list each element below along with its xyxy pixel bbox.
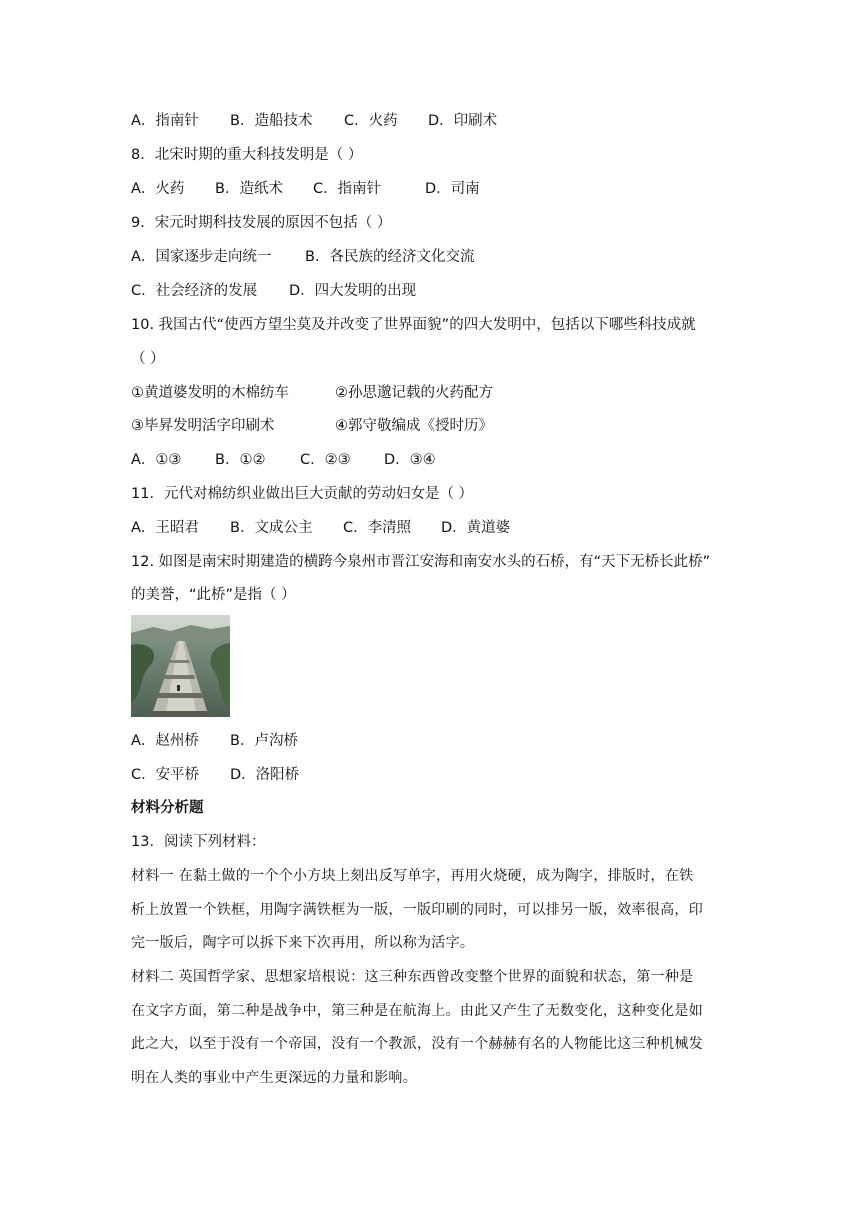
q10-option-d[interactable]: D．③④ xyxy=(384,452,436,468)
q10-item-2: ②孙思邈记载的火药配方 xyxy=(335,385,493,401)
q10-option-a[interactable]: A．①③ xyxy=(131,452,182,468)
q7-option-d[interactable]: D．印刷术 xyxy=(428,113,498,129)
q9-option-d[interactable]: D．四大发明的出现 xyxy=(289,283,417,299)
q9-options-row2 xyxy=(131,281,416,301)
q9-option-a[interactable]: A．国家逐步走向统一 xyxy=(131,249,272,265)
q7-option-b[interactable]: B．造船技术 xyxy=(230,113,313,129)
q12-option-a[interactable]: A．赵州桥 xyxy=(131,733,199,749)
q12-options-row2 xyxy=(131,765,299,785)
material2-line1: 材料二 英国哲学家、思想家培根说：这三种东西曾改变整个世界的面貌和状态，第一种是 xyxy=(131,969,694,985)
q13-stem: 13．阅读下列材料： xyxy=(131,834,266,850)
q11-stem: 11．元代对棉纺织业做出巨大贡献的劳动妇女是（ ） xyxy=(131,486,474,502)
q10-item-4: ④郭守敬编成《授时历》 xyxy=(335,418,493,434)
q11-option-a[interactable]: A．王昭君 xyxy=(131,520,199,536)
section-title: 材料分析题 xyxy=(131,800,204,816)
q8-option-c[interactable]: C．指南针 xyxy=(313,181,382,197)
q9-option-b[interactable]: B．各民族的经济文化交流 xyxy=(305,249,475,265)
q8-option-b[interactable]: B．造纸术 xyxy=(215,181,283,197)
q10-option-c[interactable]: C．②③ xyxy=(300,452,351,468)
material1-line1: 材料一 在黏土做的一个个小方块上刻出反写单字，再用火烧硬，成为陶字，排版时，在铁 xyxy=(131,868,694,884)
q12-option-d[interactable]: D．洛阳桥 xyxy=(230,767,300,783)
q9-options-row1 xyxy=(131,247,474,267)
q12-stem-line1: 12. 如图是南宋时期建造的横跨今泉州市晋江安海和南安水头的石桥，有“天下无桥长此桥” xyxy=(131,554,711,570)
q9-option-c[interactable]: C．社会经济的发展 xyxy=(131,283,258,299)
q7-option-a[interactable]: A．指南针 xyxy=(131,113,199,129)
q10-item-1: ①黄道婆发明的木棉纺车 xyxy=(131,385,289,401)
q10-options xyxy=(131,450,436,470)
q8-option-d[interactable]: D．司南 xyxy=(425,181,480,197)
material2-line3: 此之大，以至于没有一个帝国，没有一个教派，没有一个赫赫有名的人物能比这三种机械发 xyxy=(131,1036,703,1052)
q10-item-3: ③毕昇发明活字印刷术 xyxy=(131,418,275,434)
q9-stem: 9．宋元时期科技发展的原因不包括（ ） xyxy=(131,215,392,231)
q10-items-row2 xyxy=(131,416,493,436)
stone-bridge-photo xyxy=(131,615,230,717)
q12-option-c[interactable]: C．安平桥 xyxy=(131,767,200,783)
q8-option-a[interactable]: A．火药 xyxy=(131,181,185,197)
q7-option-c[interactable]: C．火药 xyxy=(344,113,398,129)
q10-option-b[interactable]: B．①② xyxy=(215,452,266,468)
q8-options xyxy=(131,179,480,199)
material2-line2: 在文字方面，第二种是战争中，第三种是在航海上。由此又产生了无数变化，这种变化是如 xyxy=(131,1003,703,1019)
material1-line3: 完一版后，陶字可以拆下来下次再用，所以称为活字。 xyxy=(131,935,475,951)
material2-line4: 明在人类的事业中产生更深远的力量和影响。 xyxy=(131,1070,417,1086)
q7-options xyxy=(131,111,497,131)
q12-stem-line2: 的美誉，“此桥”是指（ ） xyxy=(131,587,296,603)
q12-options-row1 xyxy=(131,731,298,751)
q10-stem-line1: 10. 我国古代“使西方望尘莫及并改变了世界面貌”的四大发明中，包括以下哪些科技成就 xyxy=(131,317,696,333)
q11-option-b[interactable]: B．文成公主 xyxy=(230,520,313,536)
q11-option-c[interactable]: C．李清照 xyxy=(343,520,412,536)
material1-line2: 析上放置一个铁框，用陶字满铁框为一版，一版印刷的同时，可以排另一版，效率很高，印 xyxy=(131,902,703,918)
q10-items-row1 xyxy=(131,383,493,403)
q10-stem-line2: （ ） xyxy=(131,351,165,367)
q11-option-d[interactable]: D．黄道婆 xyxy=(441,520,511,536)
q12-option-b[interactable]: B．卢沟桥 xyxy=(230,733,298,749)
q11-options xyxy=(131,518,510,538)
q8-stem: 8．北宋时期的重大科技发明是（ ） xyxy=(131,147,363,163)
